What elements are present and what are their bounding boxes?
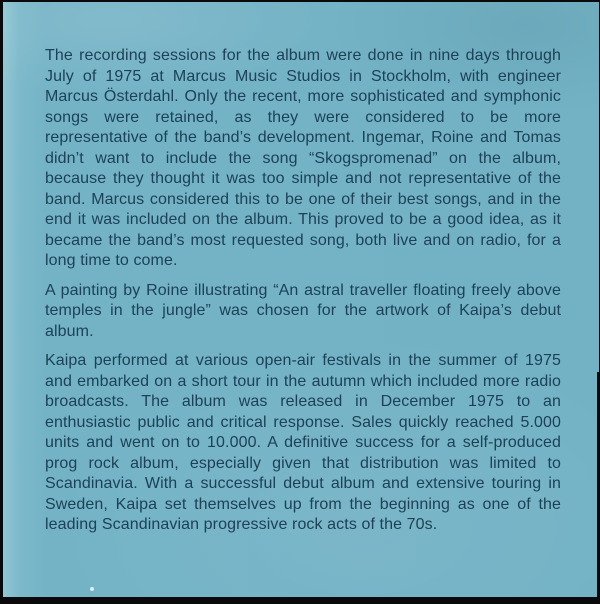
liner-notes-paragraph-recording-sessions: The recording sessions for the album were done in nine days through July of 1975 at Marcus Music Studios in Stockholm, with engineer Marcus Österdahl. Only the recent, more sophisticated and symphonic songs were retained, as they were considered to be more representative of the band’s development. Ingemar, Roine and Tomas didn’t want to include the song “Skogspromenad” on the album, because they thought it was too simple and not representative of the band. Marcus considered this to be one of their best songs, and in the end it was included on the album. This proved to be a good idea, as it became the band’s most requested song, both live and on radio, for a long time to come.: [45, 47, 561, 269]
scan-dust-speck: [90, 587, 94, 591]
liner-notes-paragraph-artwork: A painting by Roine illustrating “An astral traveller floating freely above temples in the jungle” was chosen for the artwork of Kaipa’s debut album.: [45, 281, 561, 340]
booklet-page: [3, 2, 599, 597]
liner-notes-paragraph-release-success: Kaipa performed at various open-air festivals in the summer of 1975 and embarked on a short tour in the autumn which included more radio broadcasts. The album was released in December 1975 to an enthusiastic public and critical response. Sales quickly reached 5.000 units and went on to 10.000. A definitive success for a self-produced prog rock album, especially given that distribution was limited to Scandinavia. With a successful debut album and extensive touring in Sweden, Kaipa set themselves up from the beginning as one of the leading Scandinavian progressive rock acts of the 70s.: [45, 352, 561, 533]
liner-notes-text-block: [3, 2, 599, 545]
